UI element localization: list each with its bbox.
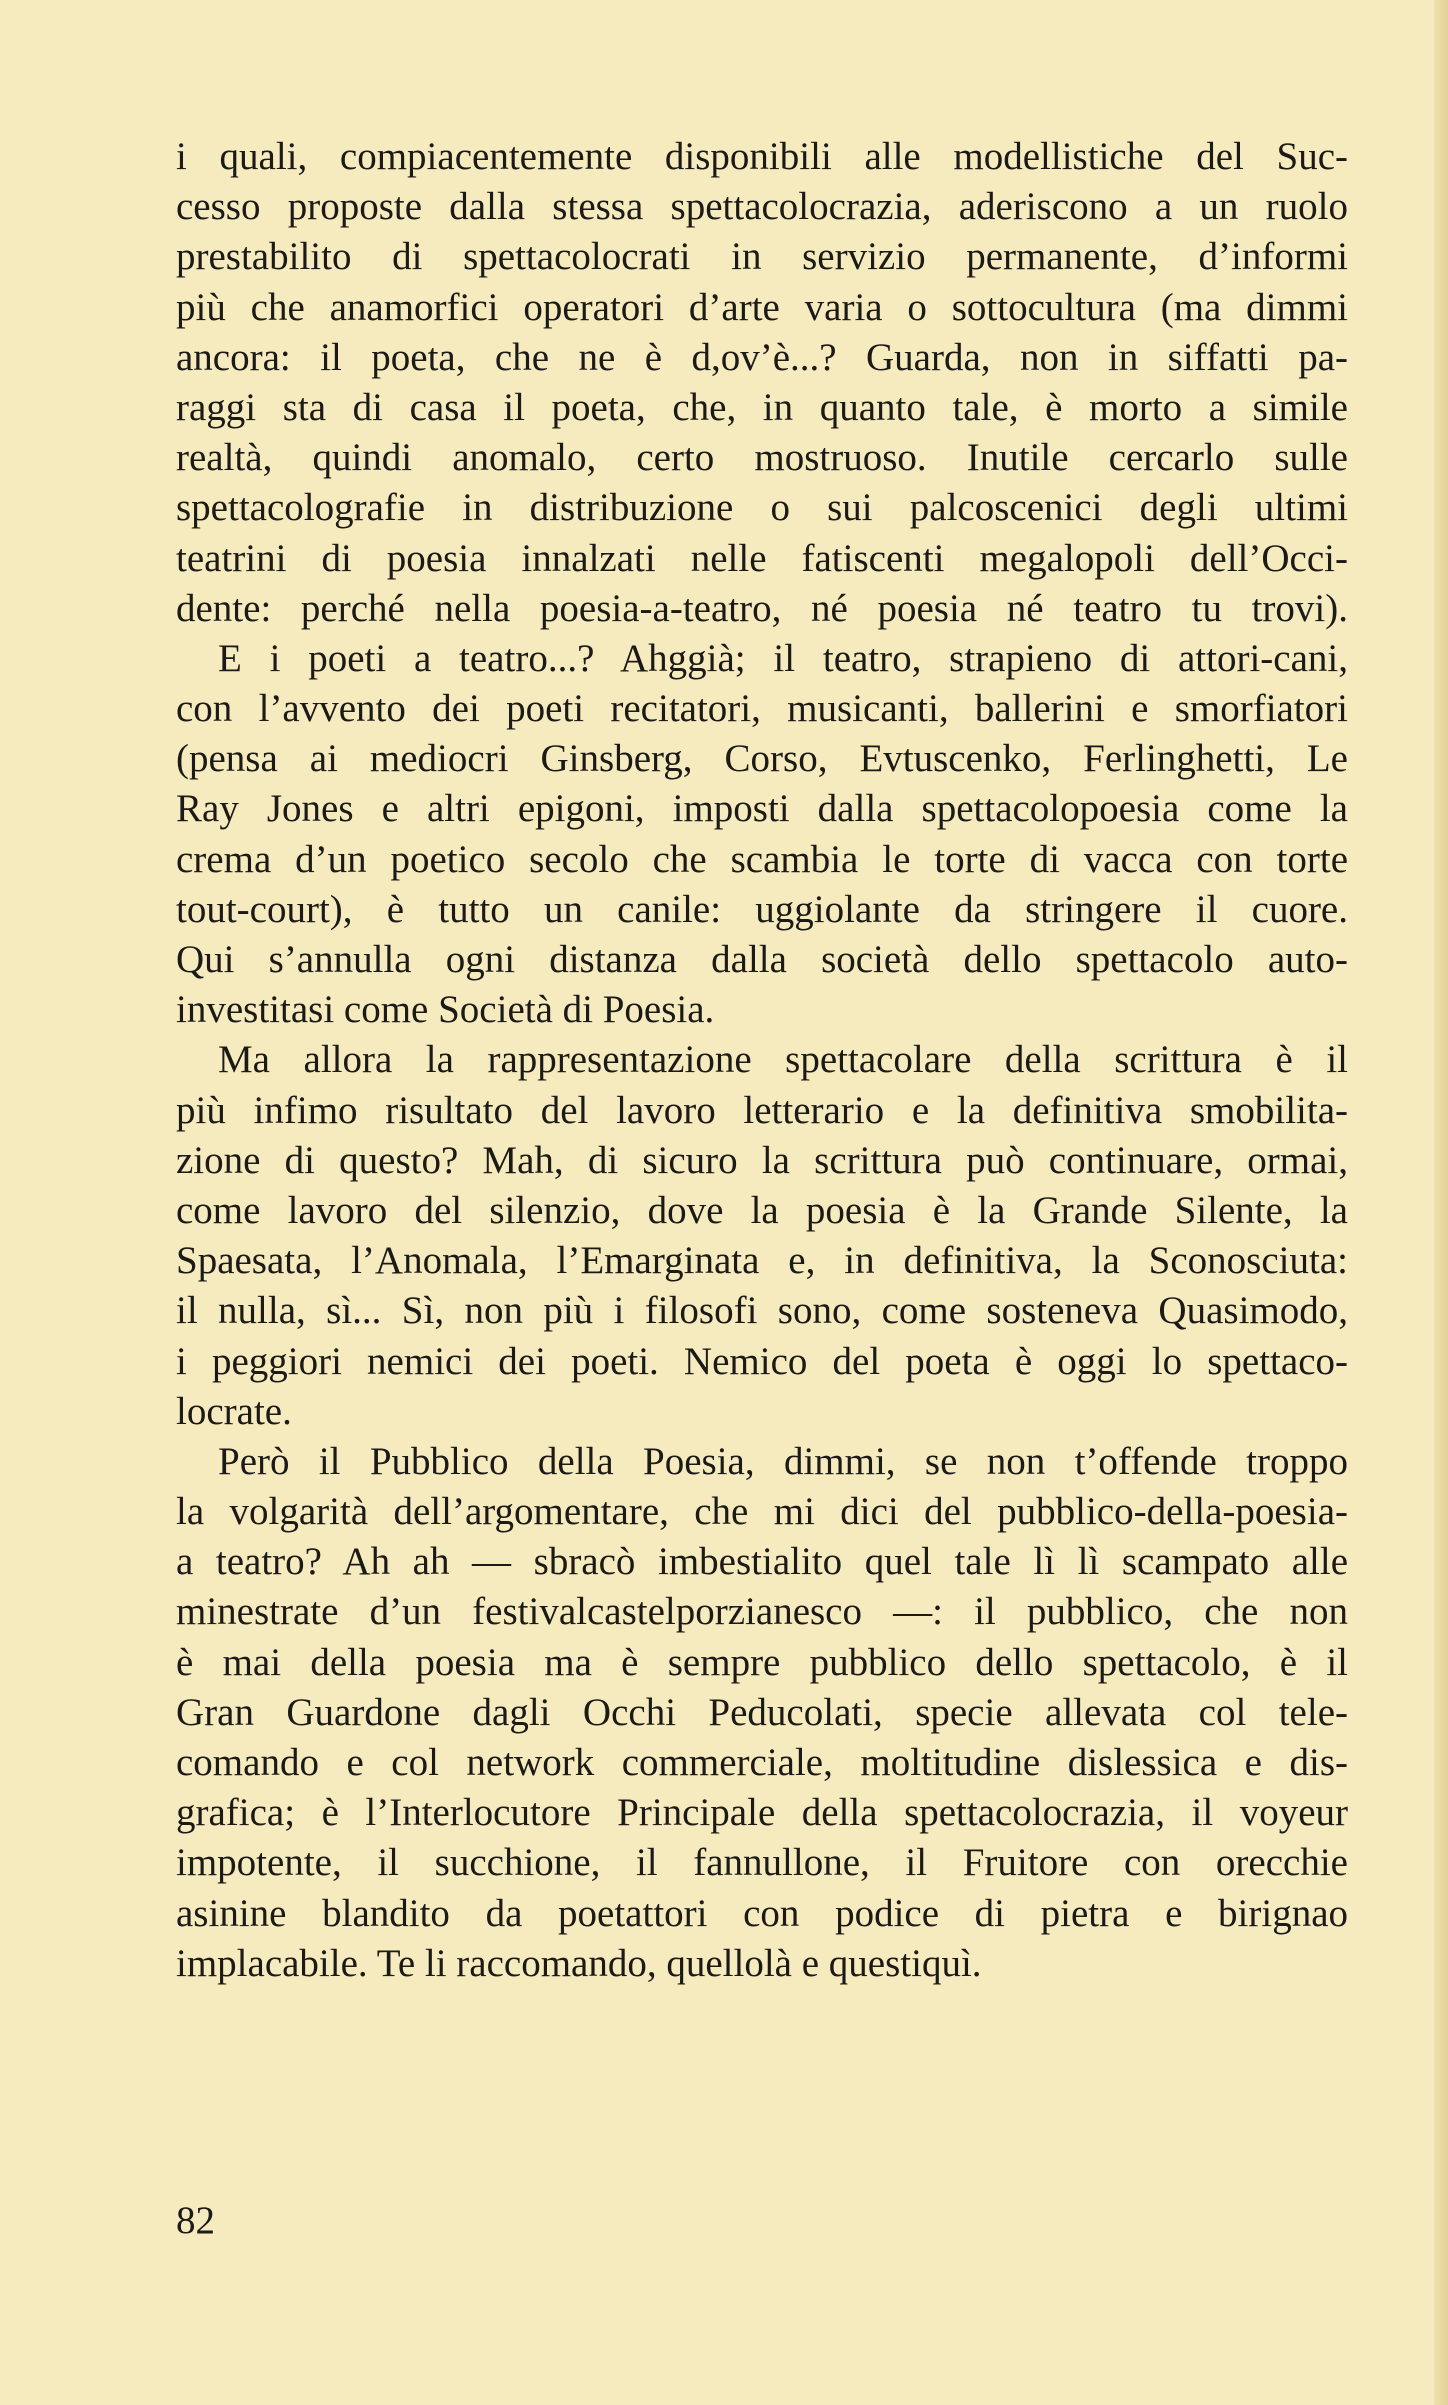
text-line: cesso proposte dalla stessa spettacolocrazia, aderiscono a un ruolo <box>176 185 1348 229</box>
text-line: con l’avvento dei poeti recitatori, musicanti, ballerini e smorfiatori <box>176 687 1348 731</box>
text-line: comando e col network commerciale, moltitudine dislessica e dis- <box>176 1741 1348 1784</box>
text-line: i quali, compiacentemente disponibili alle modellistiche del Suc- <box>176 135 1348 178</box>
text-line: i peggiori nemici dei poeti. Nemico del poeta è oggi lo spettaco- <box>176 1339 1348 1383</box>
text-line: la volgarità dell’argomentare, che mi dici del pubblico-della-poesia- <box>176 1490 1348 1534</box>
text-line: asinine blandito da poetattori con podice di pietra e birignao <box>176 1891 1348 1935</box>
text-line: locrate. <box>176 1389 292 1433</box>
paragraph <box>176 1035 1348 1437</box>
text-line: zione di questo? Mah, di sicuro la scrittura può continuare, ormai, <box>176 1138 1348 1182</box>
text-line: come lavoro del silenzio, dove la poesia è la Grande Silente, la <box>176 1188 1348 1232</box>
text-line: più che anamorfici operatori d’arte varia o sottocultura (ma dimmi <box>176 285 1348 329</box>
paragraph <box>176 634 1348 1036</box>
text-line: Però il Pubblico della Poesia, dimmi, se non t’offende troppo <box>218 1439 1348 1483</box>
body-text <box>176 132 1348 1989</box>
text-line: tout-court), è tutto un canile: uggiolante da stringere il cuore. <box>176 887 1348 931</box>
text-line: dente: perché nella poesia-a-teatro, né poesia né teatro tu trovi). <box>176 586 1348 630</box>
text-line: il nulla, sì... Sì, non più i filosofi sono, come sosteneva Quasimodo, <box>176 1289 1348 1333</box>
paragraph <box>176 132 1348 634</box>
text-line: Ray Jones e altri epigoni, imposti dalla spettacolopoesia come la <box>176 787 1348 831</box>
text-line: Qui s’annulla ogni distanza dalla società dello spettacolo auto- <box>176 938 1348 981</box>
text-line: realtà, quindi anomalo, certo mostruoso. Inutile cercarlo sulle <box>176 436 1348 480</box>
text-line: Ma allora la rappresentazione spettacolare della scrittura è il <box>218 1038 1348 1082</box>
text-line: grafica; è l’Interlocutore Principale della spettacolocrazia, il voyeur <box>176 1791 1348 1835</box>
paragraph <box>176 1437 1348 1989</box>
text-line: Spaesata, l’Anomala, l’Emarginata e, in definitiva, la Sconosciuta: <box>176 1239 1348 1283</box>
text-line: (pensa ai mediocri Ginsberg, Corso, Evtuscenko, Ferlinghetti, Le <box>176 737 1348 781</box>
text-line: implacabile. Te li raccomando, quellolà e questiquì. <box>176 1941 982 1985</box>
text-line: spettacolografie in distribuzione o sui palcoscenici degli ultimi <box>176 486 1348 530</box>
text-line: E i poeti a teatro...? Ahggià; il teatro, strapieno di attori-cani, <box>218 636 1348 680</box>
text-line: è mai della poesia ma è sempre pubblico dello spettacolo, è il <box>176 1640 1348 1684</box>
page-number: 82 <box>176 2199 215 2242</box>
text-line: ancora: il poeta, che ne è d,ov’è...? Guarda, non in siffatti pa- <box>176 335 1348 379</box>
text-line: crema d’un poetico secolo che scambia le torte di vacca con torte <box>176 837 1348 881</box>
text-line: investitasi come Società di Poesia. <box>176 988 715 1032</box>
text-line: teatrini di poesia innalzati nelle fatiscenti megalopoli dell’Occi- <box>176 536 1348 580</box>
text-line: minestrate d’un festivalcastelporzianesco —: il pubblico, che non <box>176 1590 1348 1634</box>
text-line: prestabilito di spettacolocrati in servizio permanente, d’informi <box>176 235 1348 279</box>
text-line: Gran Guardone dagli Occhi Peducolati, specie allevata col tele- <box>176 1690 1348 1734</box>
text-line: raggi sta di casa il poeta, che, in quanto tale, è morto a simile <box>176 385 1348 429</box>
text-line: impotente, il succhione, il fannullone, il Fruitore con orecchie <box>176 1841 1348 1885</box>
page-edge <box>1434 0 1448 2405</box>
text-line: a teatro? Ah ah — sbracò imbestialito quel tale lì lì scampato alle <box>176 1540 1348 1584</box>
text-line: più infimo risultato del lavoro letterario e la definitiva smobilita- <box>176 1088 1348 1132</box>
